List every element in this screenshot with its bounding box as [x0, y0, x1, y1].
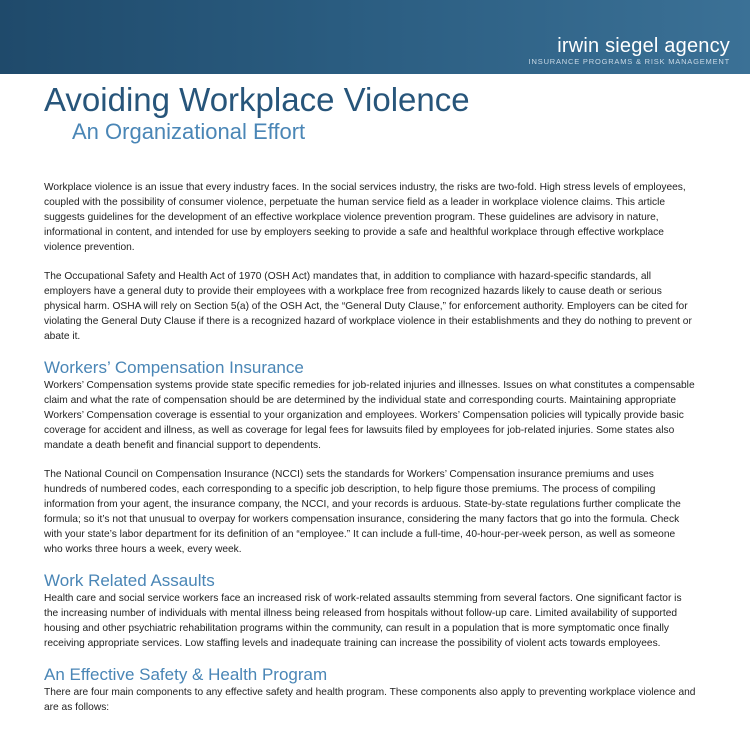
section-workers-compensation [44, 358, 696, 557]
section-heading: Work Related Assaults [44, 571, 215, 590]
section-safety-health-program [44, 665, 696, 715]
section-work-related-assaults [44, 571, 696, 651]
brand-name: irwin siegel agency [557, 35, 730, 57]
page-header-banner [0, 0, 750, 74]
section-paragraph: Health care and social service workers face an increased risk of work-related assaults stemming from several factors. One significant factor is the increasing number of individuals with mental illness being released from hospitals without follow-up care. Limited availability of supported housing and other psychiatric rehabilitation programs within the community, can result in a population that is more symptomatic once finally receiving appropriate services. Low staffing levels and inadequate training can increase the possibility of violent acts towards employees. [44, 593, 682, 649]
section-paragraph: Workers’ Compensation systems provide state specific remedies for job-related injuries and illnesses. Issues on what constitutes a compensable claim and what the rate of compensation should be are determined by the individual state and corresponding courts. Maintaining appropriate Workers’ Compensation coverage is essential to your organization and employees. Workers’ Compensation policies will typically provide basic coverage for accident and illness, as well as coverage for legal fees for lawsuits filed by employees for job-related injuries. Some states also mandate a death benefit and financial support to dependents. [44, 380, 695, 451]
section-paragraph: There are four main components to any effective safety and health program. These components also apply to preventing workplace violence and are as follows: [44, 687, 696, 713]
document-body [44, 180, 696, 729]
brand-tagline: INSURANCE PROGRAMS & RISK MANAGEMENT [528, 57, 730, 66]
intro-paragraph-1: Workplace violence is an issue that every industry faces. In the social services industry, the risks are two-fold. High stress levels of employees, coupled with the possibility of consumer violence, perpetuate the human service field as a leader in workplace violence claims. This article suggests guidelines for the development of an effective workplace violence prevention program. These guidelines are advisory in nature, informational in content, and intended for use by employers seeking to provide a safe and healthful workplace through effective workplace violence prevention. [44, 182, 686, 253]
section-heading: Workers’ Compensation Insurance [44, 358, 304, 377]
document-title: Avoiding Workplace Violence [44, 81, 470, 118]
section-paragraph: The National Council on Compensation Insurance (NCCI) sets the standards for Workers’ Compensation insurance premiums and uses hundreds of numbered codes, each corresponding to a specific job description, to help figure those premiums. The process of compiling information from your agent, the insurance company, the NCCI, and your records is arduous. State-by-state regulations further complicate the formula; so it’s not that unusual to overpay for workers compensation insurance, considering the many factors that go into the formula. Check with your state’s labor department for its definition of an “employee.” It can include a full-time, 40-hour-per-week person, as well as someone who works three hours a week, every week. [44, 469, 681, 555]
brand-logo [529, 36, 730, 67]
section-heading: An Effective Safety & Health Program [44, 665, 328, 684]
intro-paragraph-2: The Occupational Safety and Health Act of 1970 (OSH Act) mandates that, in addition to compliance with hazard-specific standards, all employers have a general duty to provide their employees with a workplace free from recognized hazards likely to cause death or serious physical harm. OSHA will rely on Section 5(a) of the OSH Act, the “General Duty Clause,” for enforcement authority. Employers can be cited for violating the General Duty Clause if there is a recognized hazard of workplace violence in their establishments and they do nothing to prevent or abate it. [44, 271, 692, 342]
document-subtitle: An Organizational Effort [72, 119, 306, 144]
